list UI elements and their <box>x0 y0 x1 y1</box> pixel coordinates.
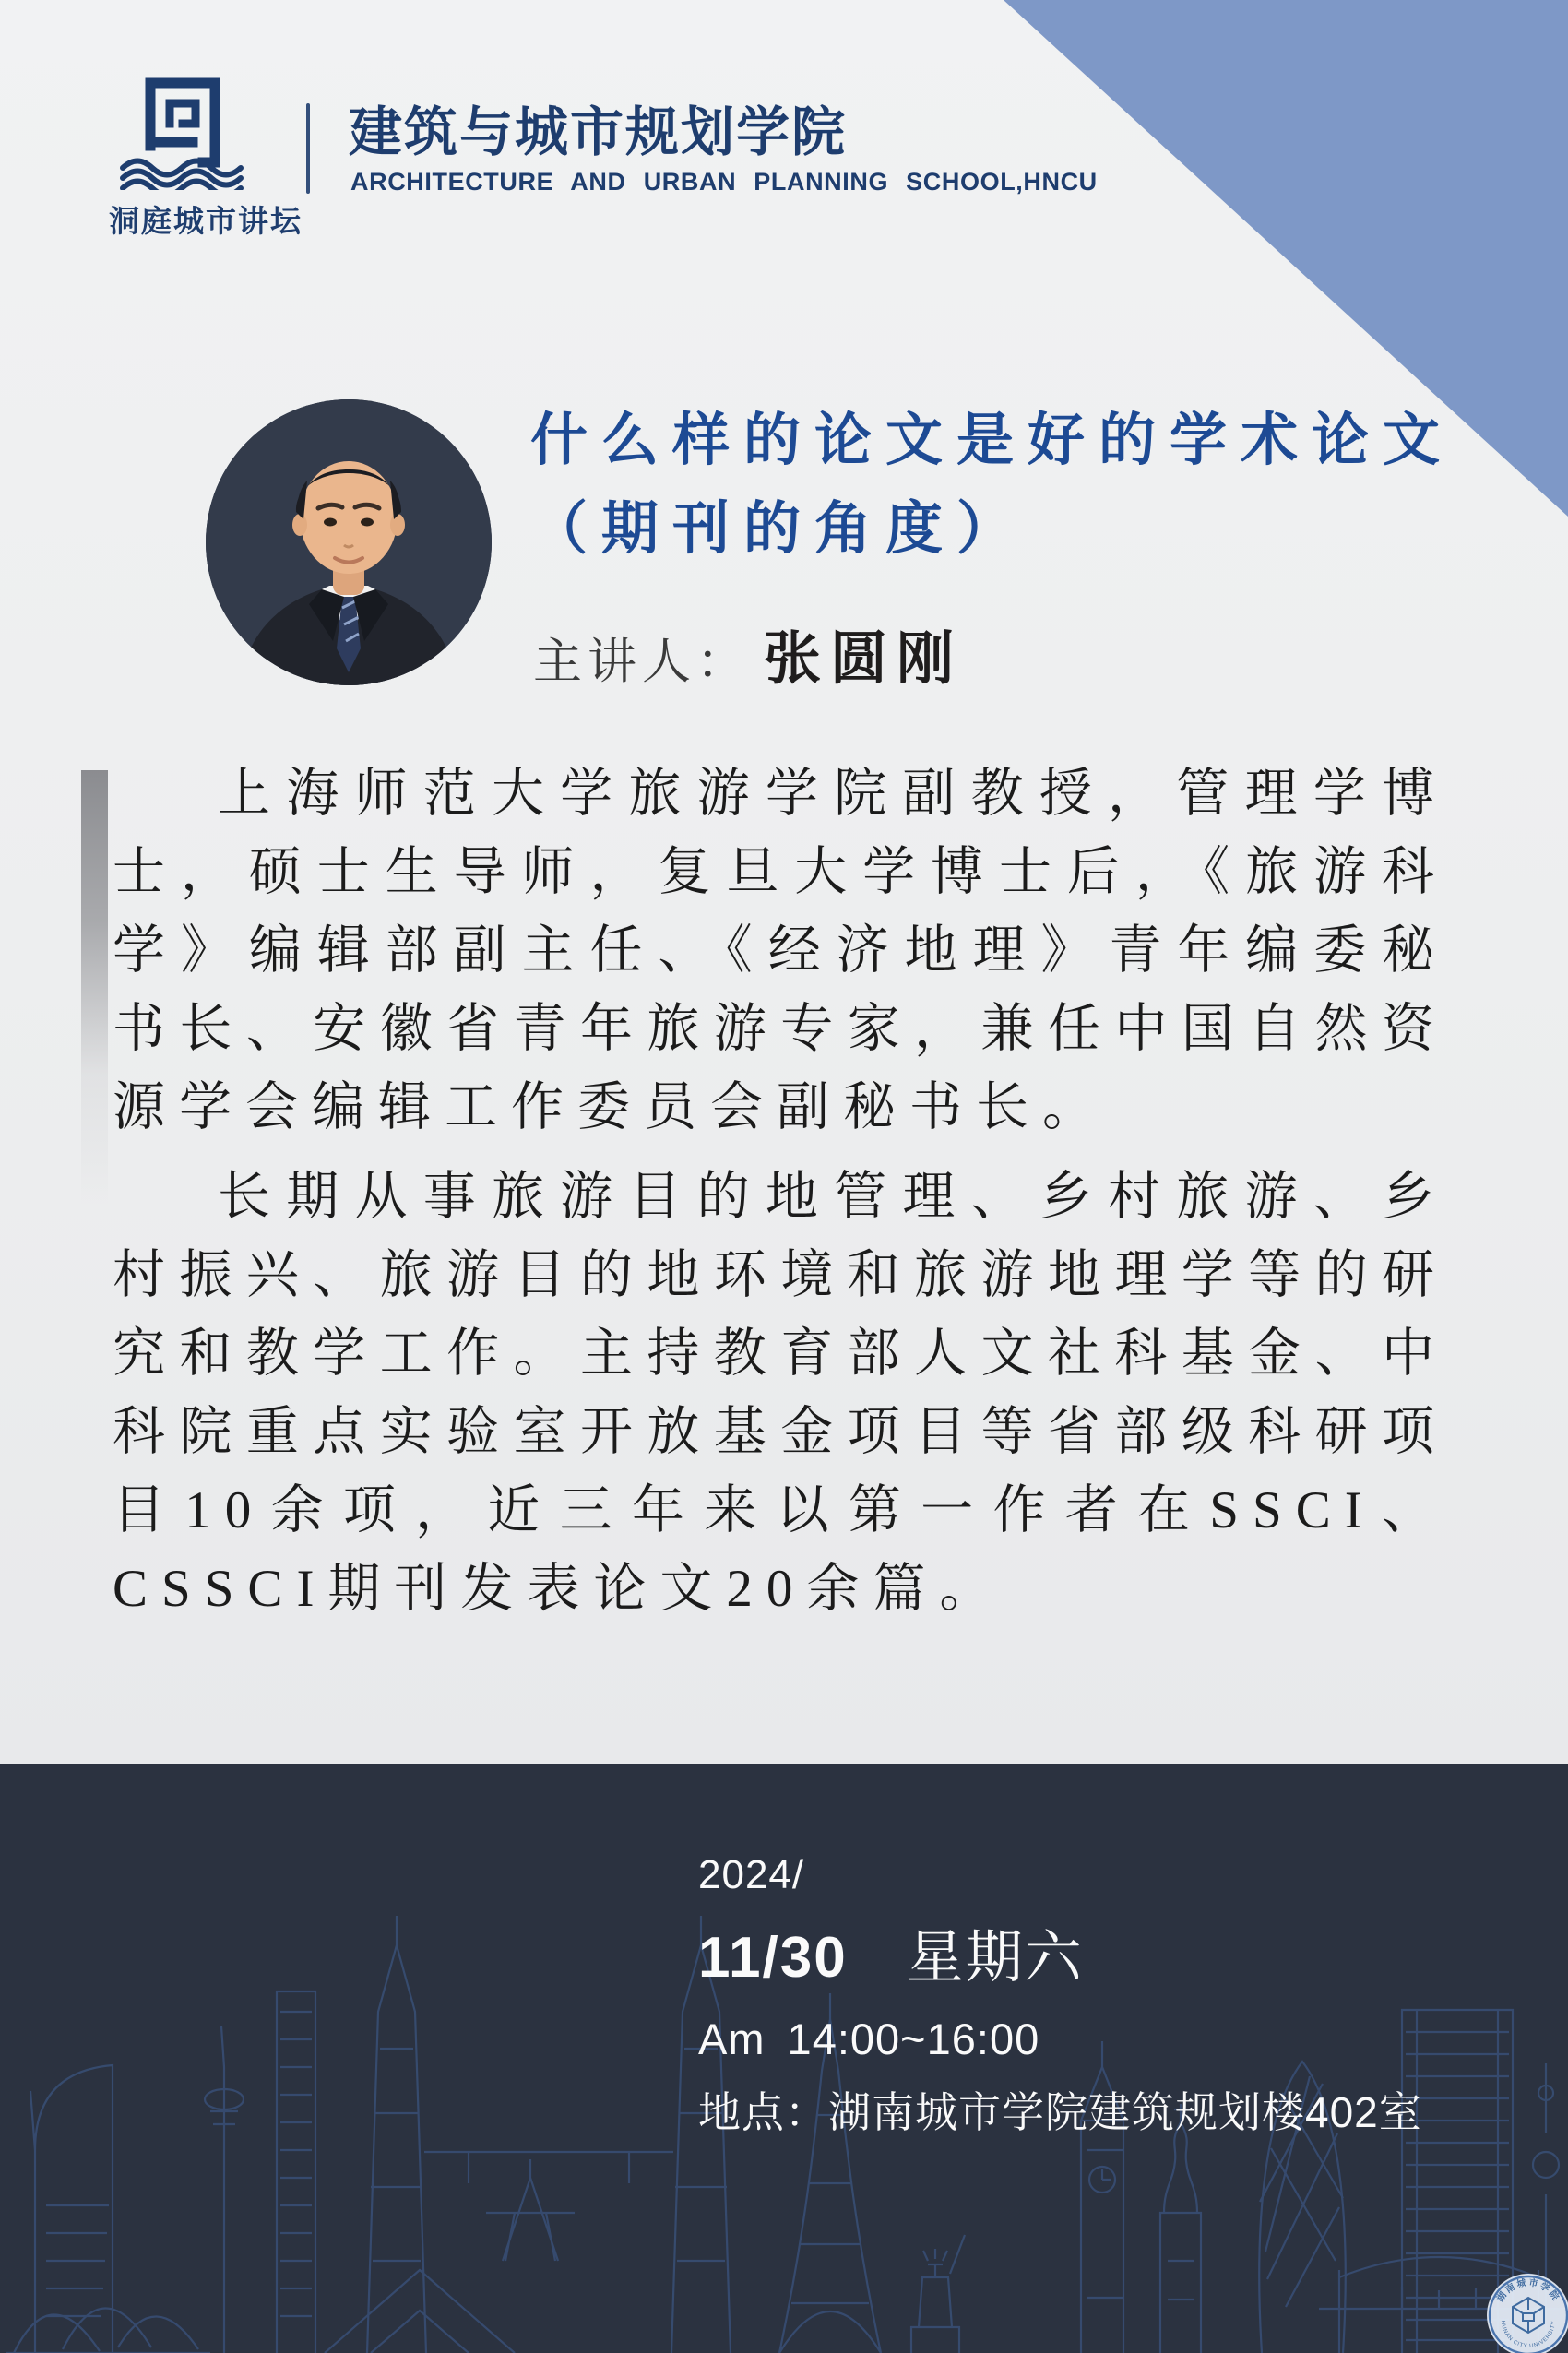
speaker-name: 张圆刚 <box>764 627 964 691</box>
bio-paragraph-2: 长期从事旅游目的地管理、乡村旅游、乡村振兴、旅游目的地环境和旅游地理学等的研究和教学工作。主持教育部人文社科基金、中科院重点实验室开放基金项目等省部级科研项目10余项，近三年来以第一作者在SSCI、CSSCI期刊发表论文20余篇。 <box>113 1168 1448 1618</box>
event-weekday: 星期六 <box>906 1926 1084 1990</box>
speaker-bio <box>113 755 1448 1628</box>
event-date: 11/30 <box>698 1926 848 1990</box>
forum-logo-label: 洞庭城市讲坛 <box>109 204 303 238</box>
speaker-line <box>533 612 963 695</box>
event-time: Am 14:00~16:00 <box>698 2014 1040 2063</box>
talk-title-line2: （期刊的角度） <box>530 497 1028 561</box>
event-panel <box>0 1764 1568 2353</box>
talk-title-line1: 什么样的论文是好的学术论文 <box>530 409 1455 472</box>
seal-name-en: HUNAN CITY UNIVERSITY <box>1499 2320 1558 2350</box>
event-info <box>698 1852 1422 2140</box>
speaker-label: 主讲人： <box>533 635 751 689</box>
dongting-forum-logo-icon <box>112 70 250 190</box>
header-divider <box>306 103 310 194</box>
forum-brand <box>109 70 303 241</box>
event-date-row <box>698 1911 1422 1993</box>
speaker-photo <box>206 399 492 685</box>
speaker-photo-illustration <box>206 399 492 685</box>
seal-name-cn: 湖南城市学院 <box>1495 2277 1562 2304</box>
university-seal-icon <box>1486 2273 1568 2353</box>
bio-paragraph-1: 上海师范大学旅游学院副教授，管理学博士，硕士生导师，复旦大学博士后，《旅游科学》编辑部副主任、《经济地理》青年编委秘书长、安徽省青年旅游专家，兼任中国自然资源学会编辑工作委员会副秘书长。 <box>113 765 1448 1136</box>
school-name-en: ARCHITECTURE AND URBAN PLANNING SCHOOL,HNCU <box>350 168 1098 196</box>
school-name-cn: 建筑与城市规划学院 <box>349 102 848 162</box>
left-accent-bar <box>81 770 108 1204</box>
talk-title <box>530 397 1454 574</box>
event-year: 2024/ <box>698 1852 805 1897</box>
event-location: 地点：湖南城市学院建筑规划楼402室 <box>698 2088 1422 2136</box>
